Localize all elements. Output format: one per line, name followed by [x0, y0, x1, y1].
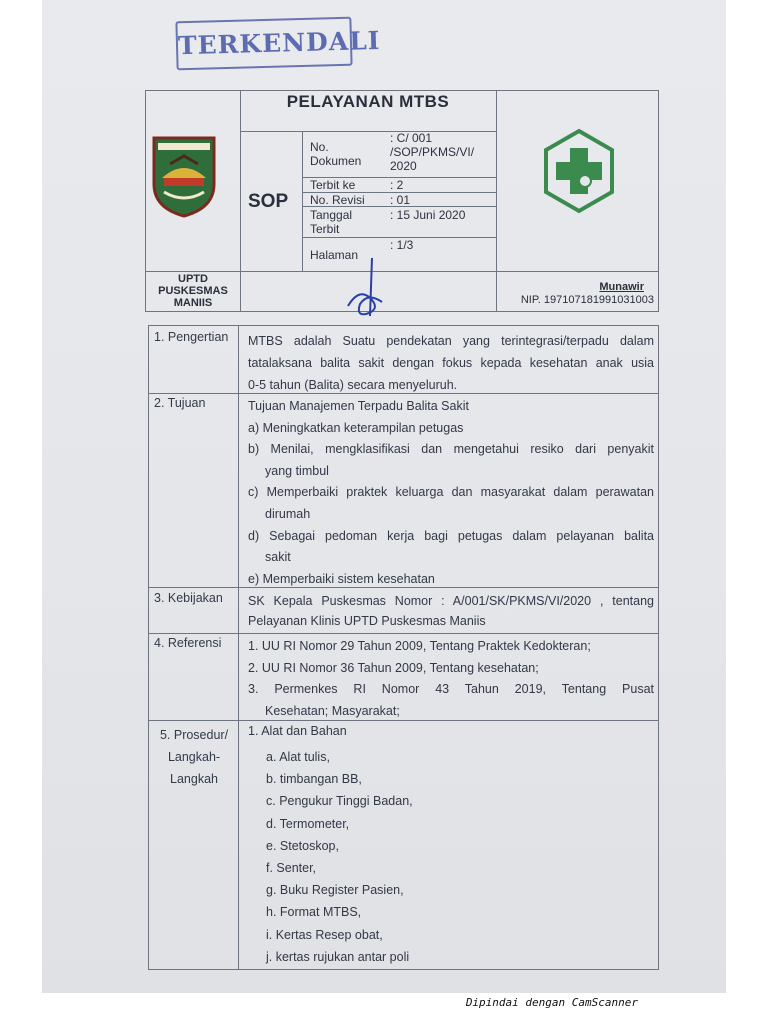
sop-label: SOP [248, 191, 289, 212]
no-revisi-value: : 01 [390, 193, 411, 207]
signer-name: Munawir [599, 281, 644, 293]
halaman-label: Halaman [310, 248, 359, 262]
section-prosedur-label [154, 724, 234, 790]
text-line: e) Memperbaiki sistem kesehatan [248, 571, 435, 586]
text-line: b) Menilai, mengklasifikasi dan mengetahui resiko dari penyakit [248, 442, 654, 457]
list-item: h. Format MTBS, [266, 905, 362, 920]
text-line: SK Kepala Puskesmas Nomor : A/001/SK/PKMS/VI/2020 , tentang [248, 594, 654, 608]
tanggal-terbit-label: Tanggal Terbit [310, 208, 353, 236]
label-line: Langkah- [167, 750, 221, 764]
label-line: Langkah [170, 772, 218, 786]
tanggal-terbit-value: : 15 Juni 2020 [390, 208, 466, 222]
document-page [42, 0, 726, 993]
section-tujuan-body [248, 396, 654, 590]
list-item: e. Stetoskop, [266, 838, 339, 853]
section-kebijakan-label: 3. Kebijakan [154, 591, 223, 605]
text-line: Tujuan Manajemen Terpadu Balita Sakit [248, 399, 469, 413]
text-line: dirumah [265, 506, 311, 521]
signature [342, 256, 392, 322]
section-referensi-body [248, 636, 654, 722]
section-pengertian-label: 1. Pengertian [154, 330, 229, 344]
section-prosedur-heading: 1. Alat dan Bahan [248, 724, 347, 738]
org-name: UPTD PUSKESMAS MANIIS [158, 273, 228, 309]
text-line: 2. UU RI Nomor 36 Tahun 2009, Tentang kesehatan; [248, 660, 539, 675]
no-dokumen-label: No. Dokumen [310, 140, 362, 168]
text-line: 1. UU RI Nomor 29 Tahun 2009, Tentang Praktek Kedokteran; [248, 639, 591, 653]
terkendali-stamp: TERKENDALI [175, 17, 352, 71]
text-line: MTBS adalah Suatu pendekatan yang terintegrasi/terpadu dalam [248, 334, 654, 348]
text-line: 0-5 tahun (Balita) secara menyeluruh. [248, 378, 458, 392]
regional-crest-logo [150, 134, 218, 218]
terbit-ke-label: Terbit ke [310, 178, 356, 192]
section-tujuan-label: 2. Tujuan [154, 396, 206, 410]
document-title: PELAYANAN MTBS [286, 92, 450, 111]
text-line: Kesehatan; Masyarakat; [265, 703, 400, 718]
list-item: f. Senter, [266, 861, 317, 876]
list-item: c. Pengukur Tinggi Badan, [266, 794, 413, 809]
no-revisi-label: No. Revisi [310, 193, 365, 207]
text-line: Pelayanan Klinis UPTD Puskesmas Maniis [248, 614, 486, 628]
text-line: d) Sebagai pedoman kerja bagi petugas dalam pelayanan balita [248, 528, 654, 543]
section-kebijakan-body [248, 591, 654, 631]
label-line: 5. Prosedur/ [159, 728, 229, 742]
text-line: yang timbul [265, 463, 329, 478]
text-line: sakit [265, 550, 291, 565]
no-dokumen-value: : C/ 001 /SOP/PKMS/VI/ 2020 [390, 131, 475, 173]
health-cross-logo [542, 128, 616, 214]
text-line: c) Memperbaiki praktek keluarga dan masyarakat dalam perawatan [248, 485, 654, 500]
section-pengertian-body [248, 330, 654, 396]
section-prosedur-items [266, 746, 646, 968]
list-item: d. Termometer, [266, 816, 350, 831]
list-item: g. Buku Register Pasien, [266, 883, 404, 898]
camscanner-footer: Dipindai dengan CamScanner [465, 996, 638, 1009]
text-line: a) Meningkatkan keterampilan petugas [248, 420, 464, 435]
section-referensi-label: 4. Referensi [154, 636, 222, 650]
list-item: j. kertas rujukan antar poli [266, 949, 410, 964]
list-item: a. Alat tulis, [266, 750, 330, 764]
terbit-ke-value: : 2 [390, 178, 404, 192]
list-item: b. timbangan BB, [266, 772, 362, 787]
text-line: tatalaksana balita sakit dengan fokus kepada kesehatan anak usia [248, 356, 654, 370]
halaman-value: : 1/3 [390, 238, 414, 252]
signer-nip: NIP. 197107181991031003 [520, 294, 654, 306]
list-item: i. Kertas Resep obat, [266, 927, 383, 942]
text-line: 3. Permenkes RI Nomor 43 Tahun 2019, Tentang Pusat [248, 682, 654, 697]
